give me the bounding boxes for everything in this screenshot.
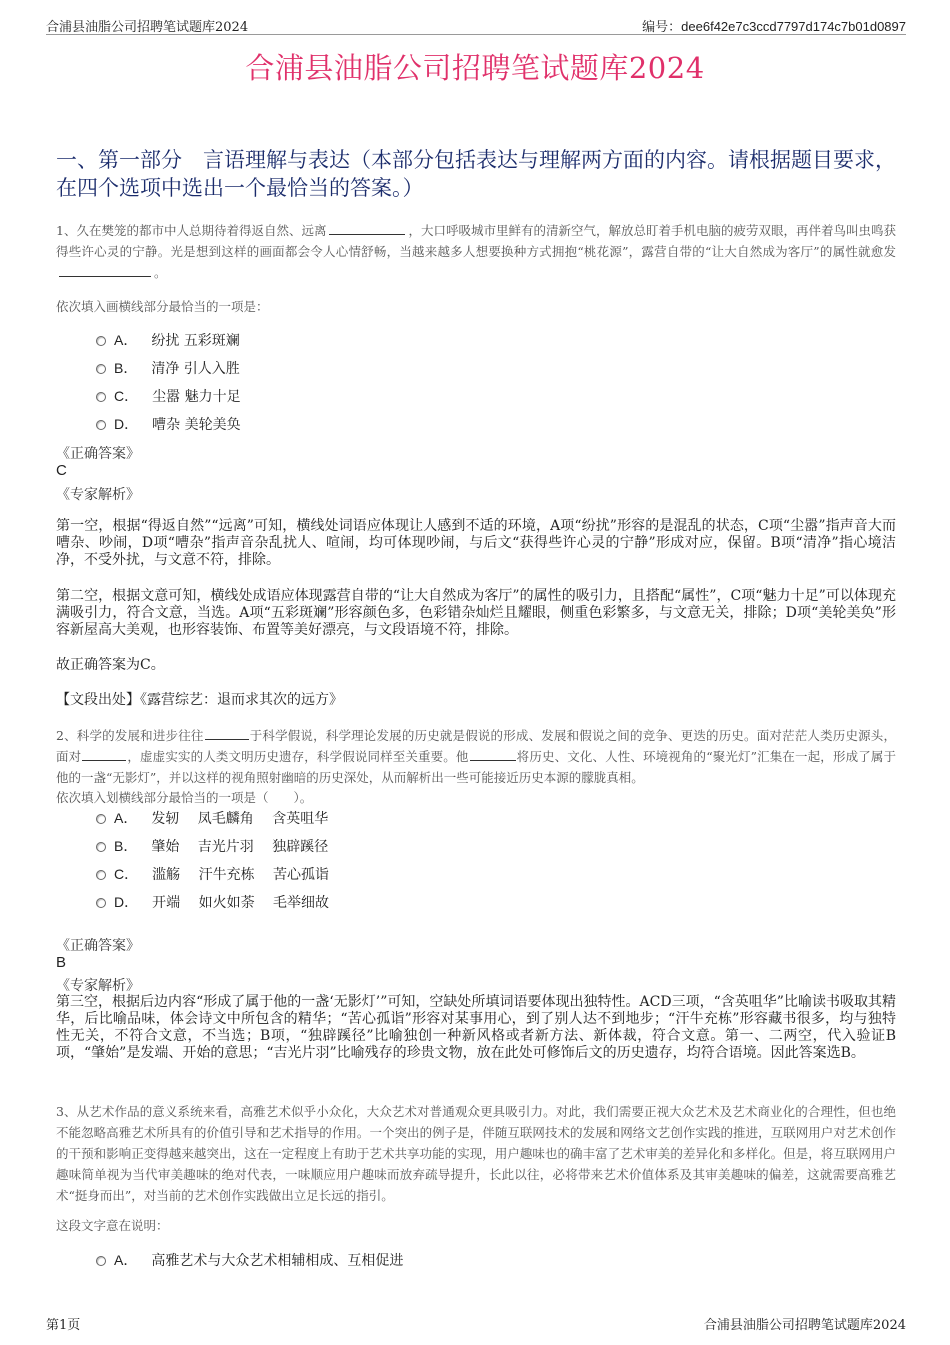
answer-label: 《正确答案》 [56,446,140,462]
blank [329,222,405,235]
radio-icon[interactable] [96,898,106,908]
blank [470,748,516,761]
option-a[interactable]: A． 纷扰 五彩斑斓 [96,330,240,350]
blank [205,727,249,740]
radio-icon[interactable] [96,364,106,374]
question-1-prompt: 依次填入画横线部分最恰当的一项是： [56,299,269,314]
question-3-text: 3、从艺术作品的意义系统来看，高雅艺术似乎小众化，大众艺术对普通观众更具吸引力。对此，我们需要正视大众艺术及艺术商业化的合理性，但也绝不能忽略高雅艺术所具有的价值引导和艺术指导的作用。一个突出的例子是，伴随互联网技术的发展和网络文艺创作实践的推进，互联网用户对艺术创作的干预和影响正变得越来越突出，这在一定程度上有助于艺术共享功能的实现，用户趣味也的确丰富了艺术审美的差异化和多样化。但是，将互联网用户趣味简单视为当代审美趣味的绝对代表，一味顺应用户趣味而放弃疏导提升，长此以往，必将带来艺术价值体系及其审美趣味的偏差，这就需要高雅艺术“挺身而出”，对当前的艺术创作实践做出立足长远的指引。 [56,1104,896,1203]
analysis-paragraph: 第二空，根据文意可知，横线处成语应体现露营自带的“让大自然成为客厅”的属性的吸引力，且搭配“属性”，C项“魅力十足”可以体现充满吸引力，符合文意，当选。A项“五彩斑斓”形容颜色多，色彩错杂灿烂且耀眼，侧重色彩繁多，与文意无关，排除；D项“美轮美奂”形容新屋高大美观，也形容装饰、布置等美好漂亮，与文段语境不符，排除。 [56,588,896,638]
option-d[interactable]: D． 开端 如火如荼 毛举细故 [96,892,329,912]
page-title: 合浦县油脂公司招聘笔试题库2024 [245,51,705,85]
option-d[interactable]: D． 嘈杂 美轮美奂 [96,414,241,434]
analysis-paragraph: 第一空，根据“得返自然”“远离”可知，横线处词语应体现让人感到不适的环境，A项“纷扰”形容的是混乱的状态，C项“尘嚣”指声音大而嘈杂、吵闹，D项“嘈杂”指声音杂乱扰人、喧闹，均可体现吵闹，与后文“获得些许心灵的宁静”形成对应，保留。B项“清净”指心境洁净，不受外扰，与文意不符，排除。 [56,518,896,568]
radio-icon[interactable] [96,870,106,880]
radio-icon[interactable] [96,842,106,852]
answer-value: B [56,954,67,971]
source-citation: 【文段出处】《露营综艺：退而求其次的远方》 [56,692,343,708]
question-3-options [56,1250,896,1274]
option-a[interactable]: A． 高雅艺术与大众艺术相辅相成、互相促进 [96,1250,403,1270]
radio-icon[interactable] [96,814,106,824]
radio-icon[interactable] [96,1256,106,1266]
option-b[interactable]: B． 肇始 吉光片羽 独辟蹊径 [96,836,328,856]
option-c[interactable]: C． 尘嚣 魅力十足 [96,386,241,406]
option-c[interactable]: C． 滥觞 汗牛充栋 苦心孤诣 [96,864,329,884]
question-1-text: 1、久在樊笼的都市中人总期待着得返自然、远离 ，大口呼吸城市里鲜有的清新空气，解放总盯着手机电脑的疲劳双眼，再伴着鸟叫虫鸣获得些许心灵的宁静。光是想到这样的画面都会令人心情舒畅，当越来越多人想要换种方式拥抱“桃花源”，露营自带的“让大自然成为客厅”的属性就愈发。 [56,223,896,280]
analysis-paragraph: 第三空，根据后边内容“形成了属于他的一盏‘无影灯’”可知，空缺处所填词语要体现出独特性。ACD三项，“含英咀华”比喻读书吸取其精华，后比喻品味，体会诗文中所包含的精华；“苦心孤诣”形容对某事用心，到了别人达不到地步；“汗牛充栋”形容藏书很多，均与独特性无关，不符合文意，不当选；B项，“独辟蹊径”比喻独创一种新风格或者新方法、新体裁，符合文意。第一、二两空，代入验证B项，“肇始”是发端、开始的意思；“吉光片羽”比喻残存的珍贵文物，放在此处可修饰后文的历史遗存，均符合语境。因此答案选B。 [56,994,896,1061]
question-2-text: 2、科学的发展和进步往往 于科学假说，科学理论发展的历史就是假说的形成、发展和假说之间的竞争、更迭的历史。面对茫茫人类历史源头，面对 ，虚虚实实的人类文明历史遗存，科学假说同样至关重要。他 将历史、文化、人性、环境视角的“聚光灯”汇集在一起，形成了属于他的一盏“无影灯”，并以这样的视角照射幽暗的历史深处，从而解析出一些可能接近历史本源的朦胧真相。 [56,728,896,785]
header-code [642,16,906,35]
analysis-label: 《专家解析》 [56,978,140,994]
page-header [46,0,906,35]
answer-label: 《正确答案》 [56,938,140,954]
blank [82,748,126,761]
header-code-value: dee6f42e7c3ccd7797d174c7b01d0897 [681,19,906,34]
answer-value: C [56,462,67,479]
header-code-label: 编号： [642,20,682,35]
section-heading: 一、第一部分 言语理解与表达（本部分包括表达与理解两方面的内容。请根据题目要求，在四个选项中选出一个最恰当的答案。） [56,148,896,200]
page-number: 第1页 [46,1318,81,1333]
analysis-conclusion: 故正确答案为C。 [56,657,165,673]
question-3-prompt: 这段文字意在说明： [56,1218,169,1233]
option-b[interactable]: B． 清净 引人入胜 [96,358,240,378]
question-2-prompt: 依次填入划横线部分最恰当的一项是（ ）。 [56,790,313,805]
question-2-options [56,808,896,918]
analysis-label: 《专家解析》 [56,487,140,503]
radio-icon[interactable] [96,392,106,402]
radio-icon[interactable] [96,336,106,346]
question-1-options [56,330,896,440]
blank [59,264,151,277]
option-a[interactable]: A． 发轫 凤毛麟角 含英咀华 [96,808,328,828]
radio-icon[interactable] [96,420,106,430]
header-title: 合浦县油脂公司招聘笔试题库2024 [46,20,249,35]
footer-title: 合浦县油脂公司招聘笔试题库2024 [703,1318,906,1333]
